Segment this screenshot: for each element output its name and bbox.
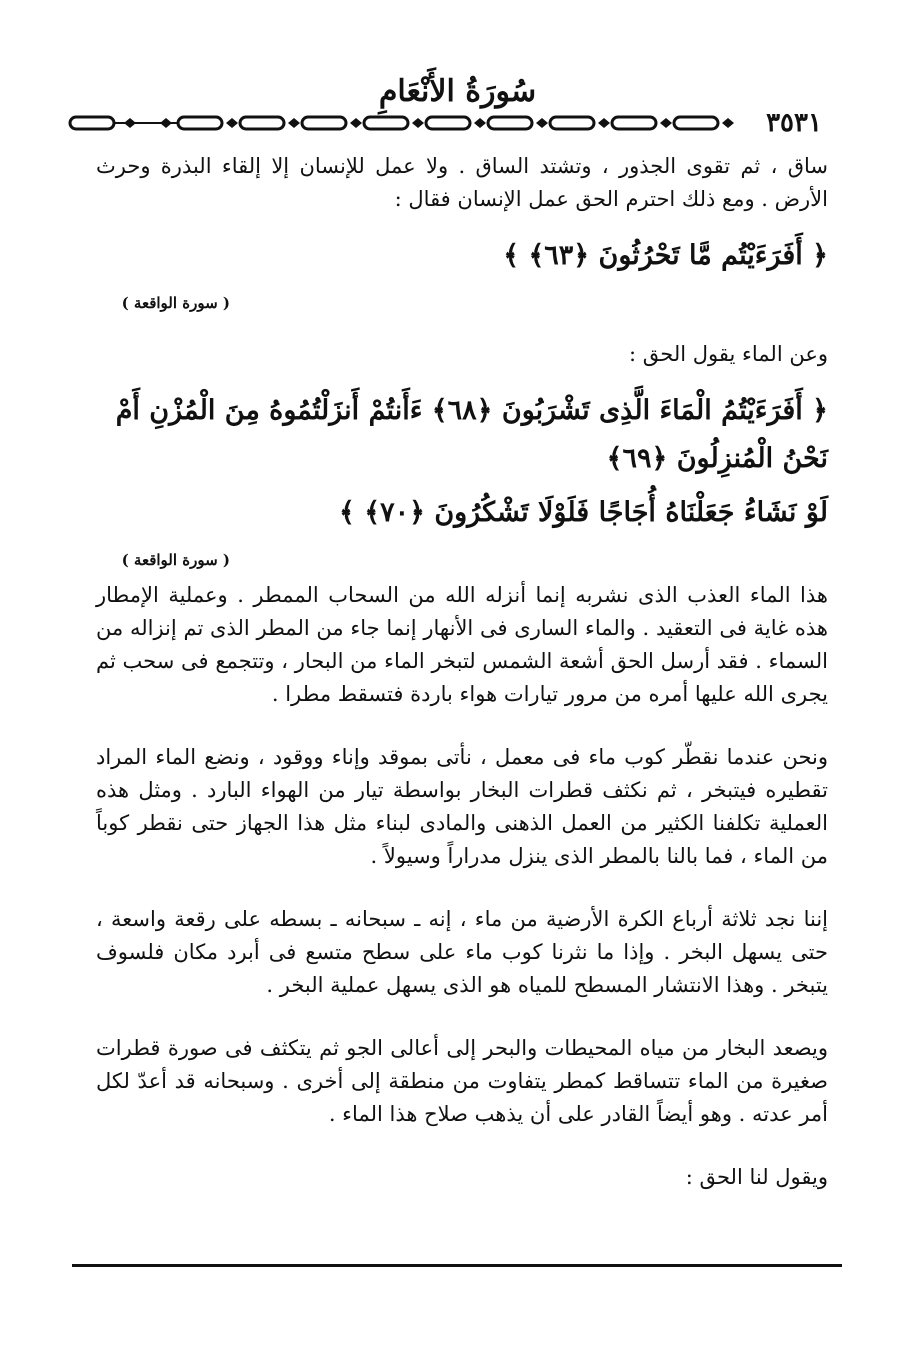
page-body bbox=[96, 150, 828, 1194]
quran-verse-1: ﴿ أَفَرَءَيْتُم مَّا تَحْرُثُونَ ﴿٦٣﴾ ﴾ bbox=[503, 240, 828, 271]
surah-reference-2: ( سورة الواقعة ) bbox=[121, 551, 230, 569]
paragraph-rain: هذا الماء العذب الذى نشربه إنما أنزله الله من السحاب الممطر . وعملية الإمطار هذه غاية فى التعقيد . والماء السارى فى الأنهار إنما جاء من المطر الذى تم إنزاله من السماء . فقد أرسل الحق أشعة الشمس لتبخر الماء من البحار ، وتتجمع فى سحب ثم يجرى الله عليها أمره من مرور تيارات هواء باردة فتسقط مطرا . bbox=[96, 583, 828, 706]
paragraph-intro: ساق ، ثم تقوى الجذور ، وتشتد الساق . ولا عمل للإنسان إلا إلقاء البذرة وحرث الأرض . ومع ذلك احترم الحق عمل الإنسان فقال : bbox=[96, 154, 828, 211]
paragraph-closing: ويقول لنا الحق : bbox=[685, 1165, 828, 1189]
footer-rule bbox=[72, 1264, 842, 1267]
page-header bbox=[0, 72, 915, 138]
paragraph-evaporation: ويصعد البخار من مياه المحيطات والبحر إلى أعالى الجو ثم يتكثف فى صورة قطرات صغيرة من الماء تتساقط كمطر يتفاوت من منطقة إلى أخرى . وسبحانه قد أعدّ لكل أمر عدته . وهو أيضاً القادر على أن يذهب صلاح هذا الماء . bbox=[96, 1036, 828, 1126]
header-ornament bbox=[68, 114, 810, 132]
quran-verse-2-line-1: ﴿ أَفَرَءَيْتُمُ الْمَاءَ الَّذِى تَشْرَبُونَ ﴿٦٨﴾ ءَأَنتُمْ أَنزَلْتُمُوهُ مِنَ الْمُزْنِ أَمْ نَحْنُ الْمُنزِلُونَ ﴿٦٩﴾ bbox=[115, 395, 828, 474]
surah-reference-1: ( سورة الواقعة ) bbox=[121, 294, 230, 312]
surah-title: سُورَةُ الأَنْعَامِ bbox=[378, 74, 537, 109]
quran-verse-2-line-2: لَوْ نَشَاءُ جَعَلْنَاهُ أُجَاجًا فَلَوْلَا تَشْكُرُونَ ﴿٧٠﴾ ﴾ bbox=[339, 497, 828, 528]
paragraph-distillation: ونحن عندما نقطّر كوب ماء فى معمل ، نأتى بموقد وإناء ووقود ، ونضع الماء المراد تقطيره فيتبخر ، ثم نكثف قطرات البخار بواسطة تيار من الهواء البارد . ومثل هذه العملية تكلفنا الكثير من العمل الذهنى والمادى لبناء مثل هذا الجهاز حتى نقطر كوباً من الماء ، فما بالنا بالمطر الذى ينزل مدراراً وسيولاً . bbox=[96, 745, 828, 868]
paragraph-water-intro: وعن الماء يقول الحق : bbox=[629, 342, 828, 366]
paragraph-earth-water: إننا نجد ثلاثة أرباع الكرة الأرضية من ماء ، إنه ـ سبحانه ـ بسطه على رقعة واسعة ، حتى يسهل البخر . وإذا ما نثرنا كوب ماء على سطح متسع فى أبرد مكان فلسوف يتبخر . وهذا الانتشار المسطح للمياه هو الذى يسهل عملية البخر . bbox=[96, 907, 829, 997]
page-number: ٣٥٣١ bbox=[744, 110, 844, 136]
